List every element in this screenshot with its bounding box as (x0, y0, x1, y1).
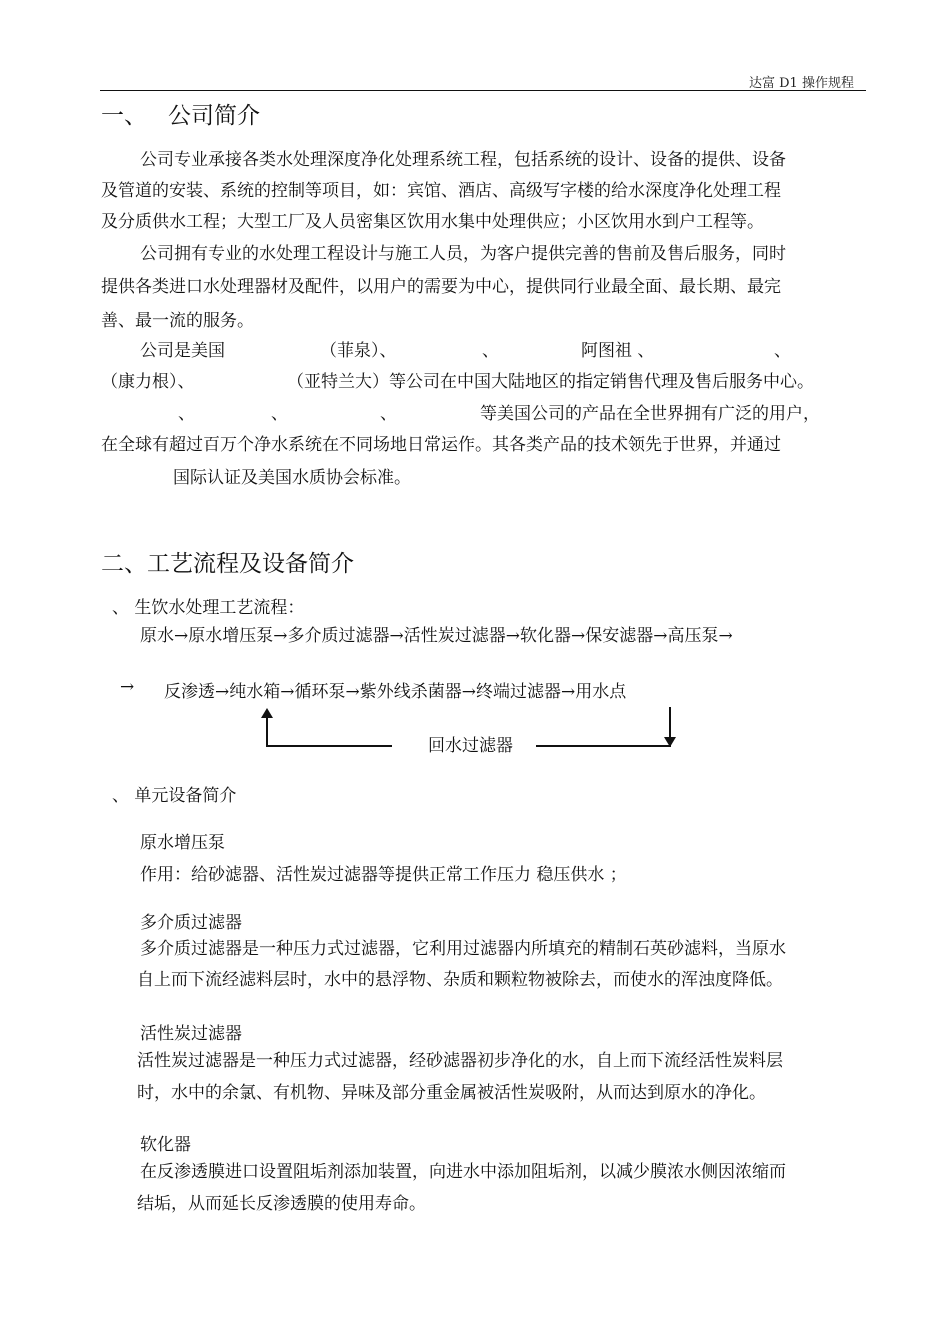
unit-description-line: 时，水中的余氯、有机物、异味及部分重金属被活性炭吸附，从而达到原水的净化。 (137, 1083, 766, 1103)
section1-heading-number: 一、 (101, 103, 147, 129)
return-loop-left-vertical (266, 716, 268, 746)
paragraph-fragment: 公司是美国 (140, 341, 225, 361)
subsection-title-units: 、 单元设备简介 (112, 786, 237, 806)
unit-description-line: 结垢，从而延长反渗透膜的使用寿命。 (137, 1194, 426, 1214)
paragraph-fragment: 、 (774, 341, 791, 361)
section2-heading: 二、工艺流程及设备简介 (101, 551, 354, 577)
section1-heading-text: 公司简介 (168, 103, 260, 129)
flow-line-1: 原水→原水增压泵→多介质过滤器→活性炭过滤器→软化器→保安滤器→高压泵→ (140, 626, 733, 646)
unit-description-line: 活性炭过滤器是一种压力式过滤器，经砂滤器初步净化的水，自上而下流经活性炭料层 (137, 1051, 783, 1071)
unit-description-line: 多介质过滤器是一种压力式过滤器，它利用过滤器内所填充的精制石英砂滤料，当原水 (140, 939, 786, 959)
paragraph-fragment: 、 (482, 341, 499, 361)
paragraph-fragment: 、 (271, 404, 288, 424)
return-loop-left-horizontal (266, 745, 392, 747)
paragraph-fragment: 、 (178, 404, 195, 424)
paragraph-line: 在全球有超过百万个净水系统在不同场地日常运作。其各类产品的技术领先于世界，并通过 (101, 435, 781, 455)
flow-line-2: 反渗透→纯水箱→循环泵→紫外线杀菌器→终端过滤器→用水点 (164, 682, 627, 702)
flow-continuation-arrow: → (120, 677, 135, 697)
paragraph-line: 公司专业承接各类水处理深度净化处理系统工程，包括系统的设计、设备的提供、设备 (140, 150, 786, 170)
paragraph-line: 国际认证及美国水质协会标准。 (173, 468, 411, 488)
return-loop-up-arrowhead (261, 708, 273, 718)
return-loop-right-horizontal (536, 745, 671, 747)
paragraph-line: 提供各类进口水处理器材及配件，以用户的需要为中心，提供同行业最全面、最长期、最完 (101, 277, 781, 297)
return-loop-right-vertical (669, 707, 671, 739)
subsection-title-process: 、 生饮水处理工艺流程： (112, 598, 305, 618)
paragraph-line: 及分质供水工程；大型工厂及人员密集区饮用水集中处理供应；小区饮用水到户工程等。 (101, 212, 764, 232)
unit-title: 原水增压泵 (140, 833, 225, 853)
return-loop-down-arrowhead (664, 737, 676, 747)
paragraph-line: 善、最一流的服务。 (101, 311, 254, 331)
unit-title: 活性炭过滤器 (140, 1024, 242, 1044)
header-rule (100, 90, 866, 91)
running-header: 达富 D1 操作规程 (749, 76, 854, 91)
unit-description: 作用：给砂滤器、活性炭过滤器等提供正常工作压力 稳压供水 ； (140, 865, 627, 885)
paragraph-fragment: 、 (380, 404, 397, 424)
paragraph-fragment: 等美国公司的产品在全世界拥有广泛的用户， (480, 404, 820, 424)
paragraph-fragment: （菲泉）、 (320, 341, 397, 361)
unit-description-line: 自上而下流经滤料层时，水中的悬浮物、杂质和颗粒物被除去，而使水的浑浊度降低。 (137, 970, 783, 990)
unit-title: 软化器 (140, 1135, 191, 1155)
return-filter-label: 回水过滤器 (428, 736, 513, 756)
paragraph-fragment: （亚特兰大）等公司在中国大陆地区的指定销售代理及售后服务中心。 (287, 372, 814, 392)
paragraph-fragment: 阿图祖 、 (581, 341, 655, 361)
unit-title: 多介质过滤器 (140, 913, 242, 933)
unit-description-line: 在反渗透膜进口设置阻垢剂添加装置，向进水中添加阻垢剂，以减少膜浓水侧因浓缩而 (140, 1162, 786, 1182)
paragraph-line: 公司拥有专业的水处理工程设计与施工人员，为客户提供完善的售前及售后服务，同时 (140, 244, 786, 264)
paragraph-fragment: （康力根）、 (101, 372, 195, 392)
paragraph-line: 及管道的安装、系统的控制等项目，如：宾馆、酒店、高级写字楼的给水深度净化处理工程 (101, 181, 781, 201)
